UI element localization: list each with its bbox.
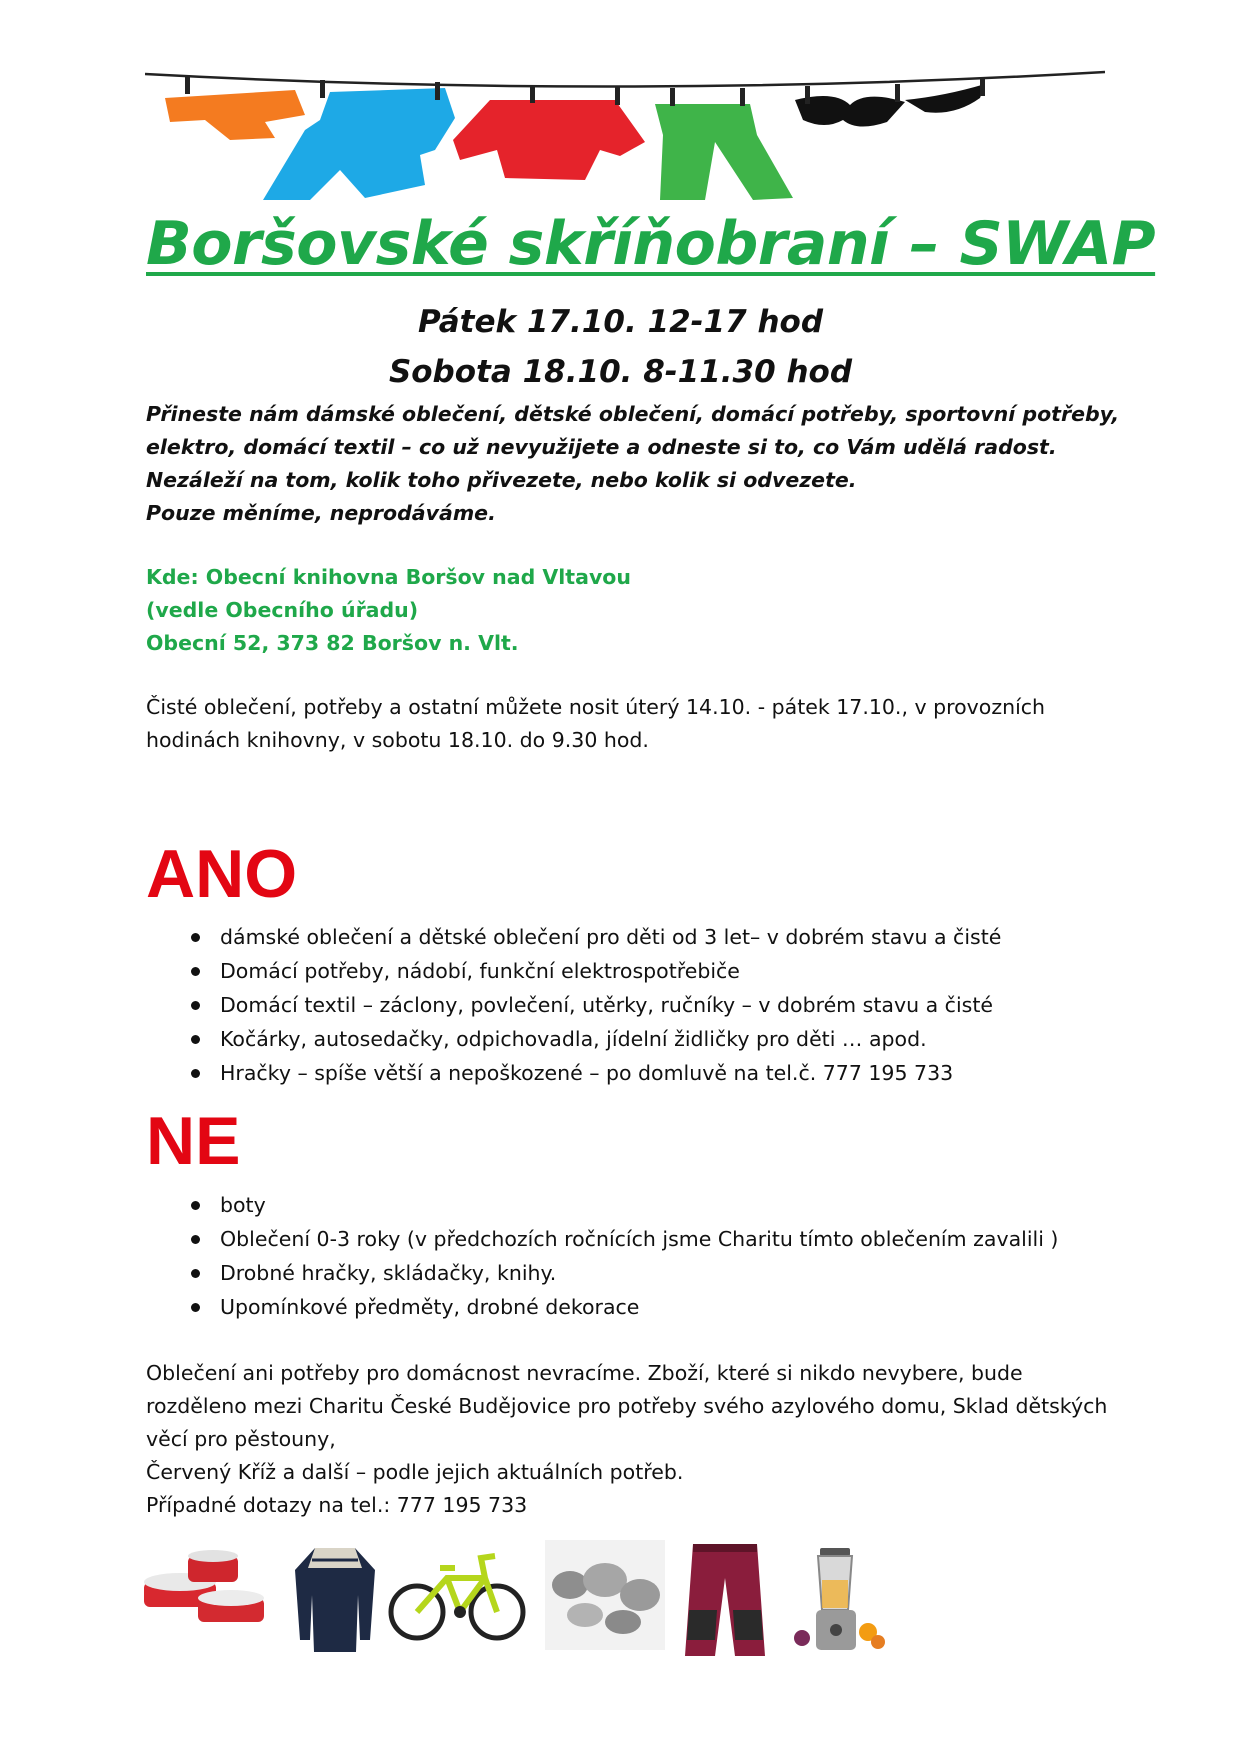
location-line: Kde: Obecní knihovna Boršov nad Vltavou <box>146 565 631 589</box>
bullet-icon <box>191 1001 200 1010</box>
intro-line: Přineste nám dámské oblečení, dětské oblečení, domácí potřeby, sportovní potřeby, <box>146 402 1120 426</box>
date-friday: Pátek 17.10. 12-17 hod <box>417 304 824 340</box>
product-illustrations <box>140 1540 1140 1680</box>
intro-line: elektro, domácí textil – co už nevyužijete a odneste si to, co Vám udělá radost. <box>146 435 1057 459</box>
intro-line: Pouze měníme, neprodáváme. <box>146 501 496 525</box>
clothesline-icon <box>145 60 1105 210</box>
bullet-icon <box>191 933 200 942</box>
blender-icon <box>790 1540 890 1660</box>
bullet-icon <box>191 1069 200 1078</box>
intro-paragraph <box>146 398 1120 530</box>
note-line: hodinách knihovny, v sobotu 18.10. do 9.30 hod. <box>146 728 649 752</box>
list-item-text: Upomínkové předměty, drobné dekorace <box>220 1295 640 1319</box>
ne-heading: NE <box>146 1103 241 1179</box>
footer-line: věcí pro pěstouny, <box>146 1427 336 1451</box>
list-item-text: Domácí potřeby, nádobí, funkční elektrospotřebiče <box>220 959 740 983</box>
bicycle-icon <box>385 1540 535 1650</box>
bullet-icon <box>191 967 200 976</box>
list-item-text: dámské oblečení a dětské oblečení pro děti od 3 let– v dobrém stavu a čisté <box>220 925 1002 949</box>
sweater-icon <box>290 1540 380 1660</box>
ano-list <box>146 920 1106 1090</box>
list-item <box>146 988 1106 1022</box>
dropoff-note <box>146 691 1106 757</box>
plates-icon <box>545 1540 665 1650</box>
list-item-text: boty <box>220 1193 266 1217</box>
list-item-text: Hračky – spíše větší a nepoškozené – po domluvě na tel.č. 777 195 733 <box>220 1061 954 1085</box>
list-item <box>146 1188 1106 1222</box>
footer-line: rozděleno mezi Charitu České Budějovice pro potřeby svého azylového domu, Sklad dětských <box>146 1394 1108 1418</box>
bullet-icon <box>191 1035 200 1044</box>
list-item <box>146 1056 1106 1090</box>
footer-line: Případné dotazy na tel.: 777 195 733 <box>146 1493 528 1517</box>
list-item <box>146 954 1106 988</box>
footer-line: Červený Kříž a další – podle jejich aktuálních potřeb. <box>146 1460 684 1484</box>
list-item <box>146 1256 1106 1290</box>
list-item-text: Domácí textil – záclony, povlečení, utěrky, ručníky – v dobrém stavu a čisté <box>220 993 993 1017</box>
bullet-icon <box>191 1235 200 1244</box>
location-line: Obecní 52, 373 82 Boršov n. Vlt. <box>146 631 519 655</box>
list-item <box>146 1022 1106 1056</box>
bullet-icon <box>191 1269 200 1278</box>
page-title: Boršovské skříňobraní – SWAP <box>146 209 1156 279</box>
list-item <box>146 920 1106 954</box>
list-item <box>146 1290 1106 1324</box>
list-item-text: Oblečení 0-3 roky (v předchozích ročnících jsme Charitu tímto oblečením zavalili ) <box>220 1227 1059 1251</box>
list-item-text: Kočárky, autosedačky, odpichovadla, jídelní židličky pro děti … apod. <box>220 1027 927 1051</box>
note-line: Čisté oblečení, potřeby a ostatní můžete nosit úterý 14.10. - pátek 17.10., v provozních <box>146 695 1046 719</box>
list-item <box>146 1222 1106 1256</box>
ano-heading: ANO <box>146 836 298 912</box>
date-saturday: Sobota 18.10. 8-11.30 hod <box>388 354 853 390</box>
intro-line: Nezáleží na tom, kolik toho přivezete, nebo kolik si odvezete. <box>146 468 857 492</box>
pots-icon <box>140 1540 270 1640</box>
footer-line: Oblečení ani potřeby pro domácnost nevracíme. Zboží, které si nikdo nevybere, bude <box>146 1361 1023 1385</box>
location-line: (vedle Obecního úřadu) <box>146 598 419 622</box>
location-block <box>146 561 1106 660</box>
bullet-icon <box>191 1303 200 1312</box>
ne-list <box>146 1188 1106 1324</box>
trousers-icon <box>665 1540 785 1660</box>
list-item-text: Drobné hračky, skládačky, knihy. <box>220 1261 557 1285</box>
footer-paragraph <box>146 1357 1106 1522</box>
bullet-icon <box>191 1201 200 1210</box>
